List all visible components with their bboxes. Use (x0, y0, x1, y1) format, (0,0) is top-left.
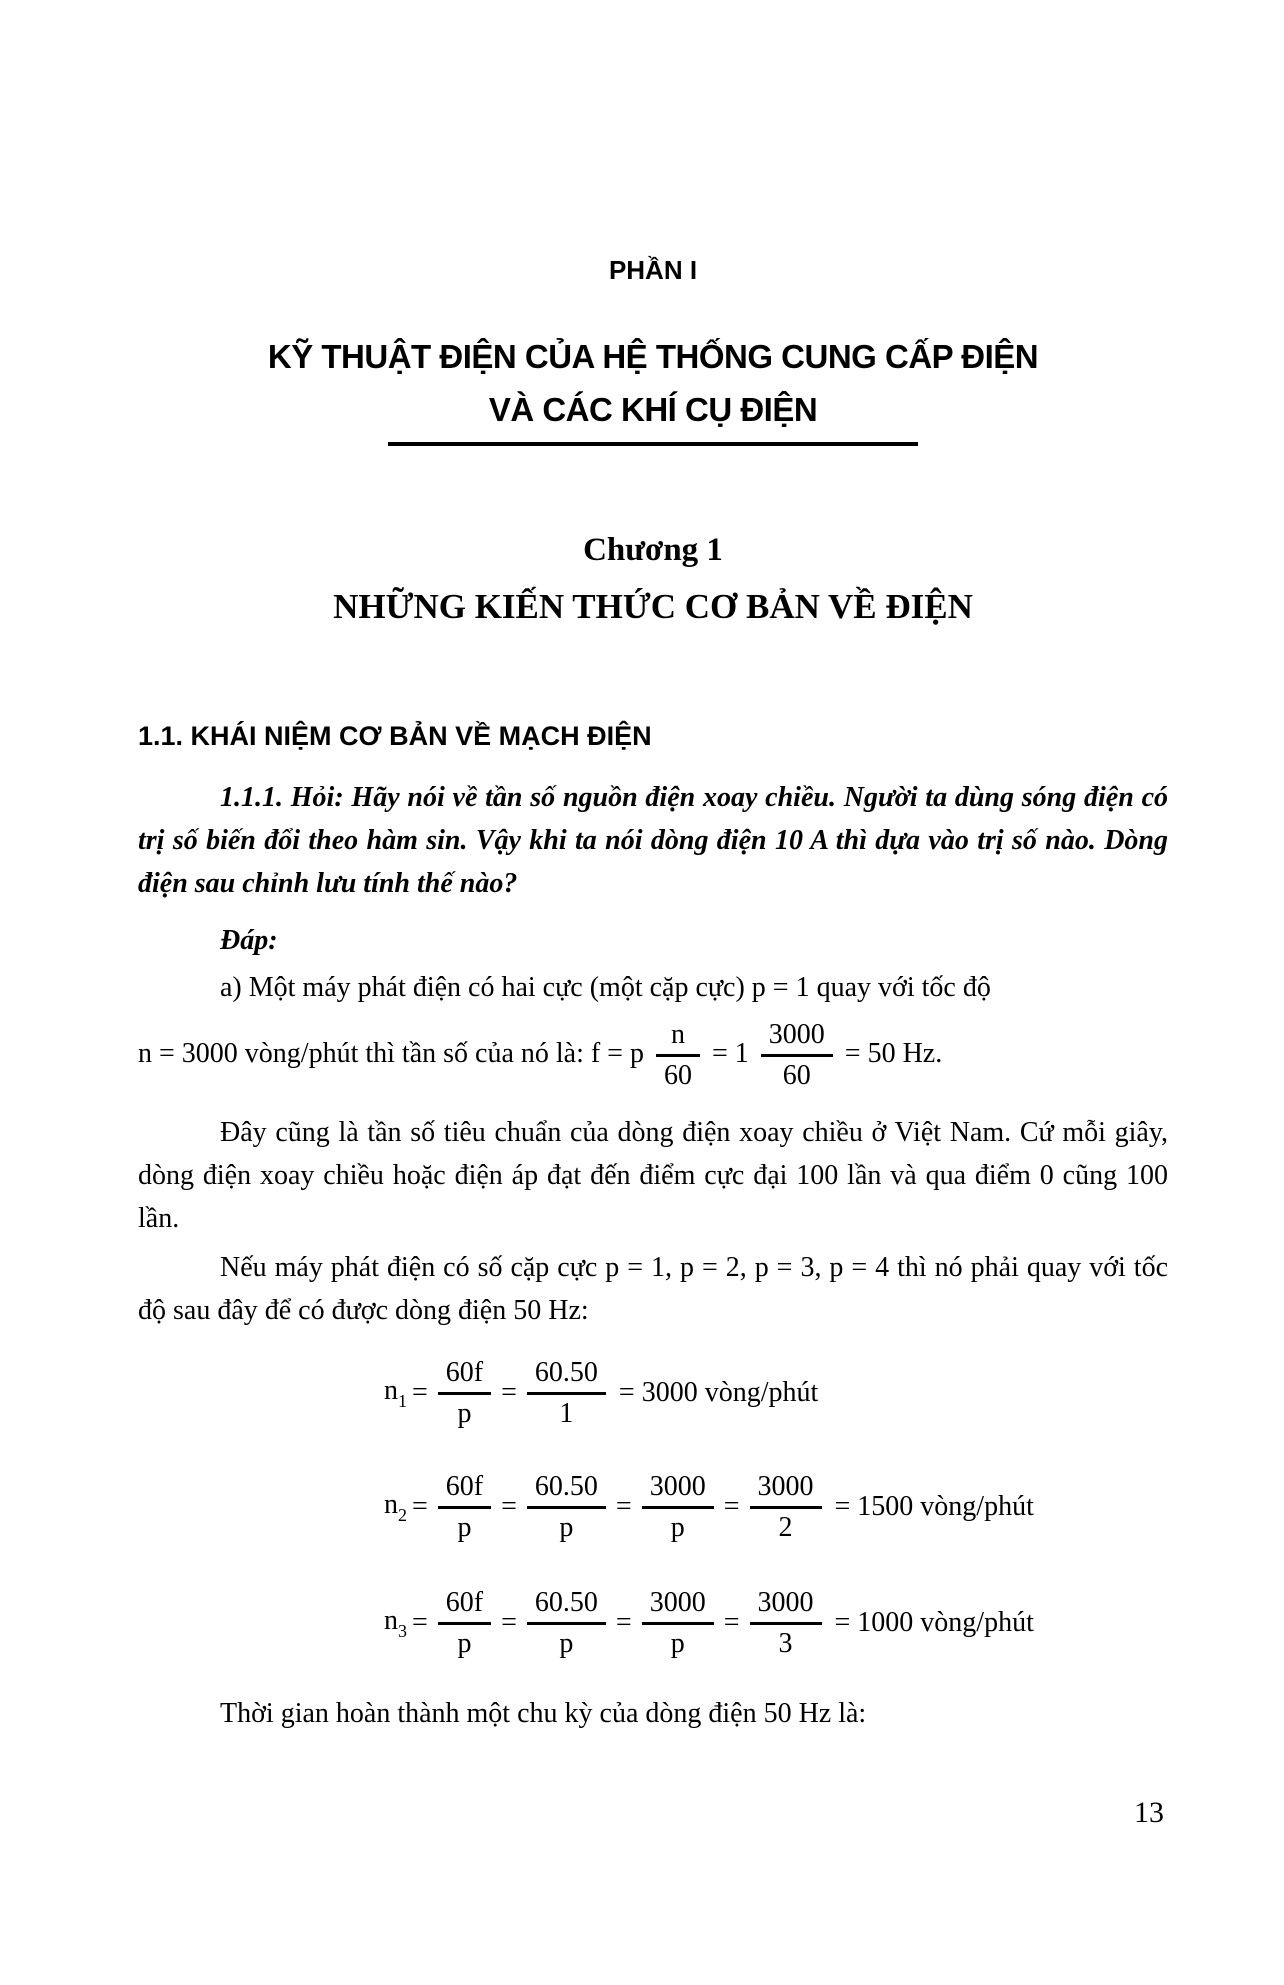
chapter-title: NHỮNG KIẾN THỨC CƠ BẢN VỀ ĐIỆN (333, 587, 973, 626)
equals-sign: = (615, 1607, 632, 1638)
formula-n3 (384, 1580, 1168, 1666)
title-underline (388, 442, 918, 446)
equals-sign: = (412, 1491, 428, 1522)
formula-n1 (384, 1350, 1168, 1436)
formula-result: = 50 Hz. (844, 1038, 943, 1069)
page-number: 13 (1134, 1796, 1164, 1829)
fraction-n-60: $\frac{n}{60}$ (656, 1019, 700, 1092)
equals-sign: = (501, 1491, 517, 1522)
formula-mid: = 1 (711, 1038, 749, 1069)
fraction-3000-3: $\frac{3000}{3}$ (750, 1587, 822, 1660)
fraction-3000-2: $\frac{3000}{2}$ (750, 1471, 822, 1544)
formula-n1-variable: $n_1$ (384, 1374, 407, 1411)
fraction-6050-p: $\frac{60.50}{p}$ (527, 1587, 606, 1660)
part-label: PHẦN I (608, 255, 698, 285)
equals-sign: = (412, 1377, 428, 1408)
equals-sign: = (723, 1607, 740, 1638)
fraction-3000-p: $\frac{3000}{p}$ (642, 1587, 714, 1660)
chapter-label: Chương 1 (583, 532, 723, 568)
fraction-3000-60: $\frac{3000}{60}$ (761, 1019, 833, 1092)
equals-sign: = (501, 1607, 517, 1638)
formula-n3-variable: $n_3$ (384, 1604, 407, 1641)
equals-sign: = (723, 1491, 740, 1522)
equals-sign: = (412, 1607, 428, 1638)
book-title-line1: KỸ THUẬT ĐIỆN CỦA HỆ THỐNG CUNG CẤP ĐIỆN (267, 338, 1039, 375)
formula-n1-result: = 3000 vòng/phút (618, 1377, 819, 1408)
fraction-60f-p: $\frac{60f}{p}$ (438, 1357, 491, 1430)
formula-n3-result: = 1000 vòng/phút (834, 1607, 1034, 1638)
period-paragraph: Thời gian hoàn thành một chu kỳ của dòng điện 50 Hz là: (220, 1698, 867, 1729)
pole-pairs-paragraph: Nếu máy phát điện có số cặp cực p = 1, p = 2, p = 3, p = 4 thì nó phải quay với tốc độ sau đây để có được dòng điện 50 Hz: (138, 1252, 1168, 1326)
formula-n2-variable: $n_2$ (384, 1488, 407, 1525)
section-heading: 1.1. KHÁI NIỆM CƠ BẢN VỀ MẠCH ĐIỆN (138, 721, 652, 751)
fraction-6050-1: $\frac{60.50}{1}$ (527, 1357, 606, 1430)
formula-n2-result: = 1500 vòng/phút (834, 1491, 1034, 1522)
question-paragraph: 1.1.1. Hỏi: Hãy nói về tần số nguồn điện xoay chiều. Người ta dùng sóng điện có trị số biến đổi theo hàm sin. Vậy khi ta nói dòng điện 10 A thì dựa vào trị số nào. Dòng điện sau chỉnh lưu tính thế nào? (138, 782, 1168, 899)
fraction-6050-p: $\frac{60.50}{p}$ (527, 1471, 606, 1544)
equals-sign: = (501, 1377, 517, 1408)
answer-paragraph-a: a) Một máy phát điện có hai cực (một cặp cực) p = 1 quay với tốc độ (220, 972, 991, 1003)
formula-lhs: f = p (590, 1038, 644, 1069)
book-title-line2: VÀ CÁC KHÍ CỤ ĐIỆN (488, 391, 818, 428)
fraction-60f-p: $\frac{60f}{p}$ (438, 1587, 491, 1660)
book-title (138, 330, 1168, 436)
frequency-formula-line (138, 1011, 1168, 1097)
fraction-60f-p: $\frac{60f}{p}$ (438, 1471, 491, 1544)
formula-prefix: n = 3000 vòng/phút thì tần số của nó là: (138, 1038, 584, 1069)
formula-n2 (384, 1464, 1168, 1550)
standard-frequency-paragraph: Đây cũng là tần số tiêu chuẩn của dòng điện xoay chiều ở Việt Nam. Cứ mỗi giây, dòng điện xoay chiều hoặc điện áp đạt đến điểm cực đại 100 lần và qua điểm 0 cũng 100 lần. (138, 1117, 1168, 1234)
equals-sign: = (615, 1491, 632, 1522)
answer-label: Đáp: (220, 925, 278, 956)
fraction-3000-p: $\frac{3000}{p}$ (642, 1471, 714, 1544)
